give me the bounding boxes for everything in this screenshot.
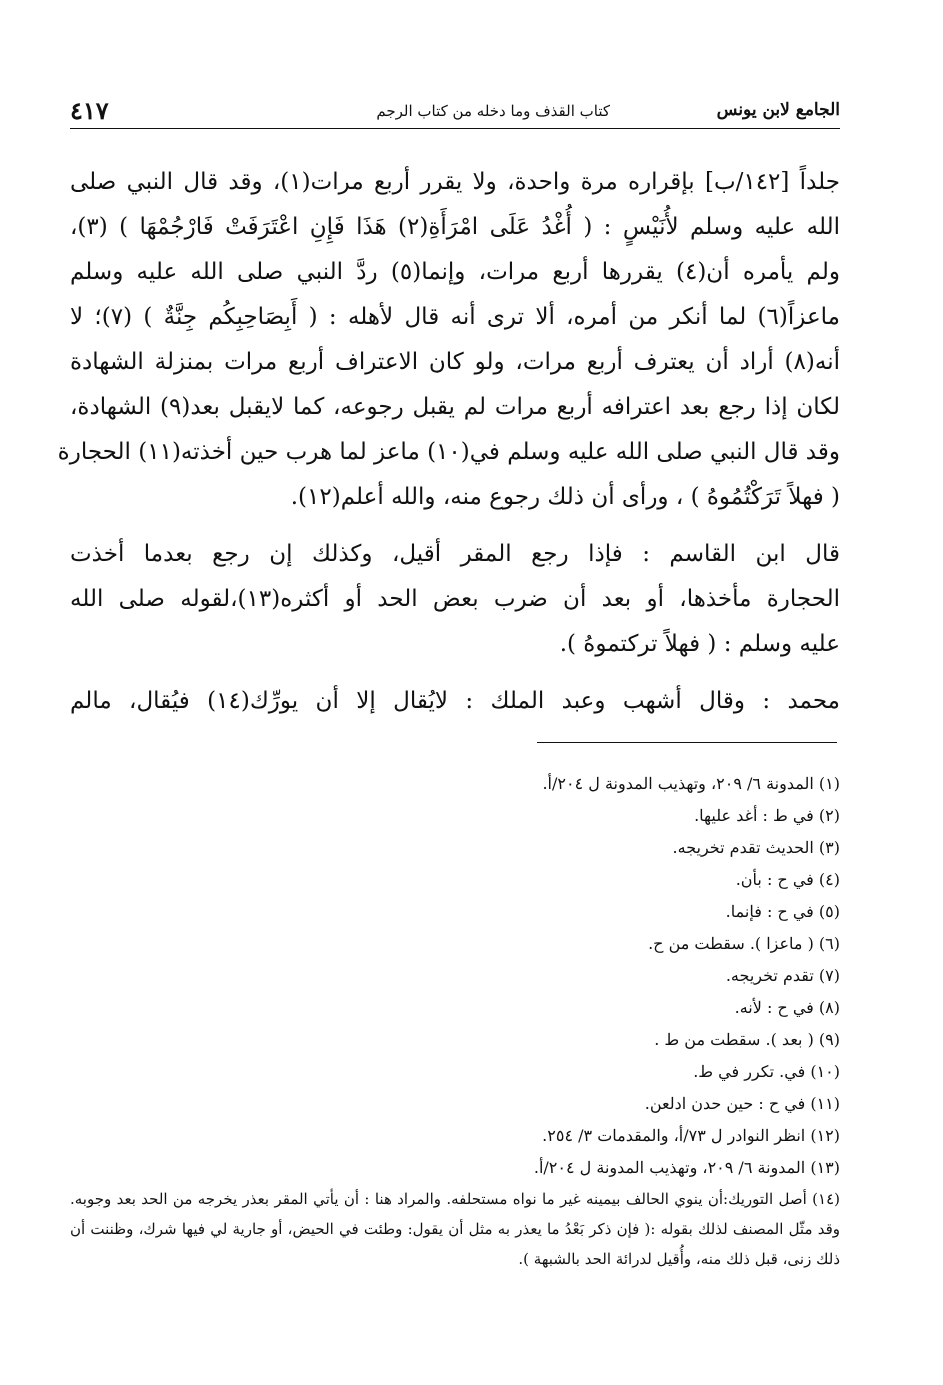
book-title: الجامع لابن يونس bbox=[716, 100, 840, 120]
running-header bbox=[70, 96, 840, 130]
paragraph-1 bbox=[57, 160, 840, 520]
main-text bbox=[57, 160, 841, 724]
footnote: (١٣) المدونة ٦/ ٢٠٩، وتهذيب المدونة ل ٢٠٤/أ. bbox=[533, 1158, 840, 1177]
text-line: عليه وسلم : ( فهلاً تركتموهُ ). bbox=[559, 631, 840, 657]
header-rule bbox=[70, 128, 840, 129]
footnote: (٦) ( ماعزا ). سقطت من ح. bbox=[648, 934, 840, 953]
page-number: ٤١٧ bbox=[70, 96, 109, 125]
footnote: (١) المدونة ٦/ ٢٠٩، وتهذيب المدونة ل ٢٠٤/أ. bbox=[542, 774, 840, 793]
text-line: محمد : وقال أشهب وعبد الملك : لايُقال إلا أن يورِّك(١٤) فيُقال، مالم bbox=[70, 688, 840, 714]
text-line: جلداً [١٤٢/ب] بإقراره مرة واحدة، ولا يقرر أربع مرات(١)، وقد قال النبي صلى bbox=[70, 169, 840, 195]
text-line: ولم يأمره أن(٤) يقررها أربع مرات، وإنما(٥) ردَّ النبي صلى الله عليه وسلم bbox=[70, 259, 840, 285]
footnote: (١١) في ح : حين حدن ادلعن. bbox=[644, 1094, 840, 1113]
text-line: ( فهلاً تَرَكْتُمُوهُ ) ، ورأى أن ذلك رجوع منه، والله أعلم(١٢). bbox=[290, 484, 840, 510]
footnote-separator bbox=[537, 742, 837, 743]
footnote: (١٠) في. تكرر في ط. bbox=[693, 1062, 840, 1081]
paragraph-3 bbox=[70, 679, 840, 724]
text-line: أنه(٨) أراد أن يعترف أربع مرات، ولو كان الاعتراف أربع مرات بمنزلة الشهادة bbox=[70, 349, 840, 375]
footnote: (٤) في ح : بأن. bbox=[735, 870, 840, 889]
paragraph-2 bbox=[70, 532, 840, 667]
text-line: وقد قال النبي صلى الله عليه وسلم في(١٠) ماعز لما هرب حين أخذته(١١) الحجارة bbox=[57, 439, 840, 465]
footnote: (١٢) انظر النوادر ل ٧٣/أ، والمقدمات ٣/ ٢٥٤. bbox=[542, 1126, 840, 1145]
footnote: (١٤) أصل التوريك:أن ينوي الحالف بيمينه غير ما نواه مستحلفه. والمراد هنا : أن يأتي المقر بعذر يخرجه من الحد بعد وجوبه. وقد مثّل المصنف لذلك بقوله :( فإن ذكر بَعْدُ ما يعذر به مثل أن يقول: وطئت في الحيض، أو جارية لي فيها شرك، وظننت أن ذلك زنى، قبل ذلك منه، وأُقيل لدرائة الحد بالشبهة ). bbox=[70, 1190, 841, 1268]
footnote: (٢) في ط : أغد عليها. bbox=[694, 806, 840, 825]
footnote: (٨) في ح : لأنه. bbox=[734, 998, 840, 1017]
footnote: (٧) تقدم تخريجه. bbox=[725, 966, 840, 985]
footnote: (٥) في ح : فإنما. bbox=[725, 902, 840, 921]
footnote: (٣) الحديث تقدم تخريجه. bbox=[672, 838, 840, 857]
footnote: (٩) ( بعد ). سقطت من ط . bbox=[654, 1030, 840, 1049]
text-line: الحجارة مأخذها، أو بعد أن ضرب بعض الحد أو أكثره(١٣)،لقوله صلى الله bbox=[70, 586, 841, 612]
footnotes bbox=[70, 768, 840, 1274]
text-line: قال ابن القاسم : فإذا رجع المقر أقيل، وكذلك إن رجع بعدما أخذت bbox=[70, 541, 840, 567]
text-line: لكان إذا رجع بعد اعترافه أربع مرات لم يقبل رجوعه، كما لايقبل بعد(٩) الشهادة، bbox=[70, 394, 840, 420]
text-line: ماعزاً(٦) لما أنكر من أمره، ألا ترى أنه قال لأهله : ( أَبِصَاحِبِكُم جِنَّةٌ ) (٧)؛ لا bbox=[70, 304, 840, 330]
chapter-title: كتاب القذف وما دخله من كتاب الرجم bbox=[376, 102, 610, 120]
text-line: الله عليه وسلم لأُنَيْسٍ : ( أُغْدُ عَلَى امْرَأَةِ(٢) هَذَا فَإِنِ اعْتَرَفَتْ فَارْجُمْهَا ) (٣)، bbox=[70, 214, 840, 240]
